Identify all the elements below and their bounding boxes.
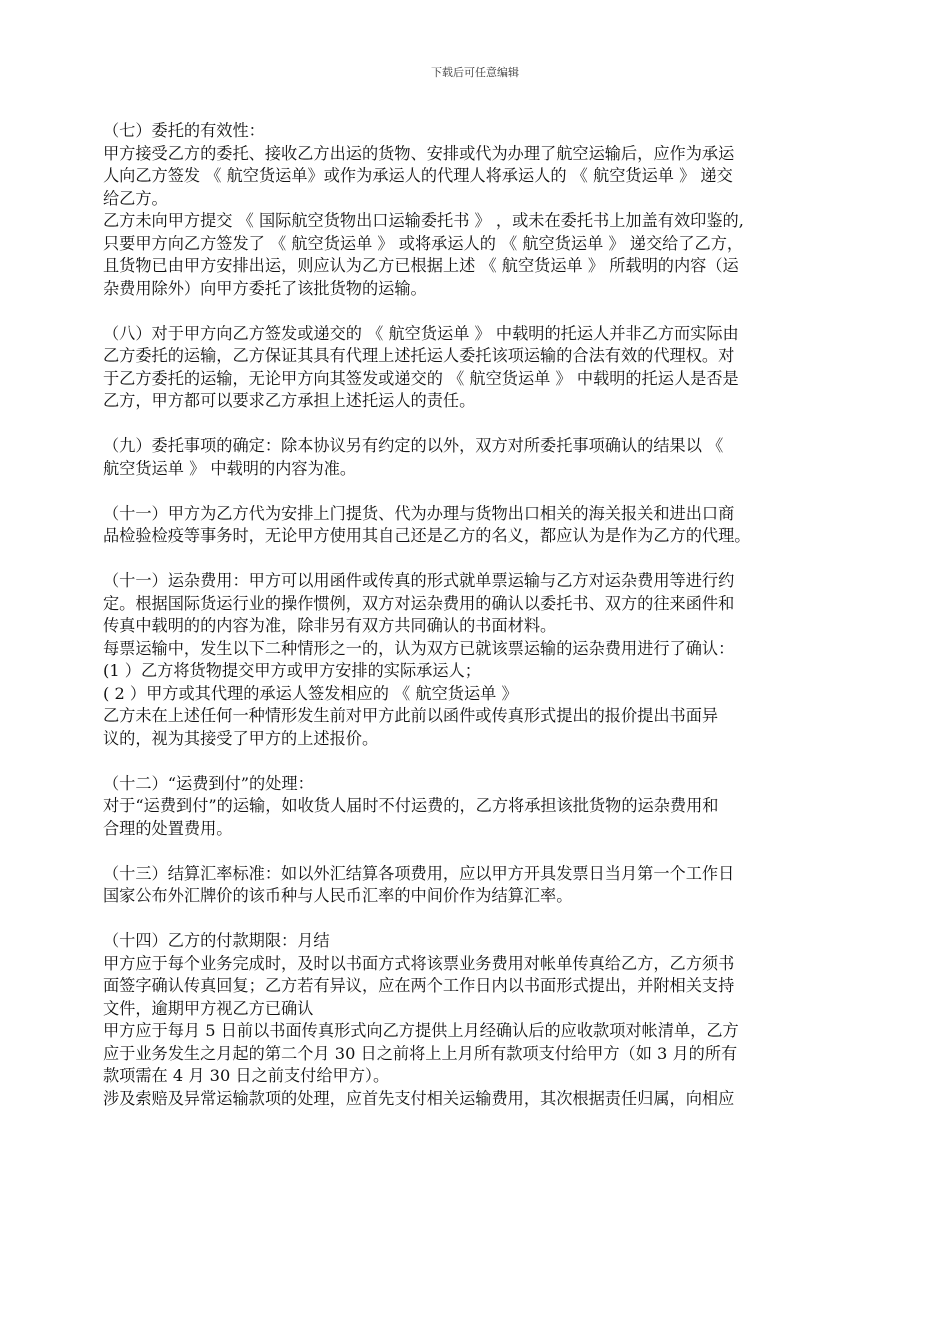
text-line: 应于业务发生之月起的第二个月 30 日之前将上上月所有款项支付给甲方（如 3 月的所有 (103, 1043, 738, 1063)
text-line: （十一）甲方为乙方代为安排上门提货、代为办理与货物出口相关的海关报关和进出口商 (103, 503, 735, 523)
text-line: （十三）结算汇率标准：如以外汇结算各项费用，应以甲方开具发票日当月第一个工作日 (103, 863, 735, 883)
text-line: 乙方未在上述任何一种情形发生前对甲方此前以函件或传真形式提出的报价提出书面异 (103, 706, 719, 725)
paragraph-gap (103, 750, 855, 773)
page-header: 下载后可任意编辑 (431, 66, 519, 79)
text-line: 甲方应于每个业务完成时，及时以书面方式将该票业务费用对帐单传真给乙方，乙方须书 (103, 953, 735, 973)
text-line: 对于“运费到付”的运输，如收货人届时不付运费的，乙方将承担该批货物的运杂费用和 (103, 796, 719, 815)
text-line: ( 2 ）甲方或其代理的承运人签发相应的 《 航空货运单 》 (103, 683, 518, 703)
paragraph-gap (103, 300, 855, 323)
text-line: 每票运输中，发生以下二种情形之一的，认为双方已就该票运输的运杂费用进行了确认： (103, 638, 735, 658)
text-line: （九）委托事项的确定：除本协议另有约定的以外，双方对所委托事项确认的结果以 《 (103, 436, 724, 455)
text-line: （十四）乙方的付款期限：月结 (103, 931, 330, 950)
text-line: 于乙方委托的运输，无论甲方向其签发或递交的 《 航空货运单 》 中载明的托运人是否是 (103, 368, 739, 388)
text-line: （十一）运杂费用：甲方可以用函件或传真的形式就单票运输与乙方对运杂费用等进行约 (103, 571, 735, 590)
paragraph-gap (103, 480, 855, 503)
paragraph-gap (103, 908, 855, 931)
paragraph-gap (103, 413, 855, 436)
text-line: 只要甲方向乙方签发了 《 航空货运单 》 或将承运人的 《 航空货运单 》 递交给了乙方， (103, 233, 744, 253)
text-line: 品检验检疫等事务时，无论甲方使用其自己还是乙方的名义，都应认为是作为乙方的代理。 (103, 526, 751, 545)
text-line: 且货物已由甲方安排出运，则应认为乙方已根据上述 《 航空货运单 》 所载明的内容（运 (103, 256, 739, 275)
text-line: （七）委托的有效性： (103, 121, 265, 140)
paragraph-gap (103, 548, 855, 571)
text-line: 议的，视为其接受了甲方的上述报价。 (103, 728, 379, 748)
text-line: 乙方未向甲方提交 《 国际航空货物出口运输委托书 》 ，或未在委托书上加盖有效印鉴的, (103, 211, 744, 230)
text-line: 定。根据国际货运行业的操作惯例，双方对运杂费用的确认以委托书、双方的往来函件和 (103, 593, 735, 613)
text-line: 乙方，甲方都可以要求乙方承担上述托运人的责任。 (103, 391, 476, 410)
document-body (103, 120, 855, 1110)
text-line: 传真中载明的的内容为准，除非另有双方共同确认的书面材料。 (103, 616, 557, 635)
text-line: 涉及索赔及异常运输款项的处理，应首先支付相关运输费用，其次根据责任归属，向相应 (103, 1088, 735, 1108)
text-line: 人向乙方签发 《 航空货运单》或作为承运人的代理人将承运人的 《 航空货运单 》 递交 (103, 166, 733, 185)
text-line: 乙方委托的运输，乙方保证其具有代理上述托运人委托该项运输的合法有效的代理权。对 (103, 346, 735, 365)
text-line: 给乙方。 (103, 188, 168, 208)
text-line: 甲方接受乙方的委托、接收乙方出运的货物、安排或代为办理了航空运输后，应作为承运 (103, 143, 735, 163)
text-line: 国家公布外汇牌价的该币种与人民币汇率的中间价作为结算汇率。 (103, 886, 573, 905)
text-line: （八）对于甲方向乙方签发或递交的 《 航空货运单 》 中载明的托运人并非乙方而实际由 (103, 323, 739, 343)
paragraph-gap (103, 840, 855, 863)
text-line: 航空货运单 》 中载明的内容为准。 (103, 458, 357, 478)
text-line: 款项需在 4 月 30 日之前支付给甲方）。 (103, 1066, 390, 1085)
text-line: （十二）“运费到付”的处理： (103, 773, 314, 793)
text-line: 合理的处置费用。 (103, 818, 233, 838)
text-line: 面签字确认传真回复；乙方若有异议，应在两个工作日内以书面形式提出，并附相关支持 (103, 976, 735, 995)
text-line: 文件，逾期甲方视乙方已确认 (103, 998, 314, 1018)
text-line: (1 ）乙方将货物提交甲方或甲方安排的实际承运人； (103, 661, 481, 680)
text-line: 杂费用除外）向甲方委托了该批货物的运输。 (103, 278, 427, 298)
text-line: 甲方应于每月 5 日前以书面传真形式向乙方提供上月经确认后的应收款项对帐清单，乙方 (103, 1021, 739, 1040)
